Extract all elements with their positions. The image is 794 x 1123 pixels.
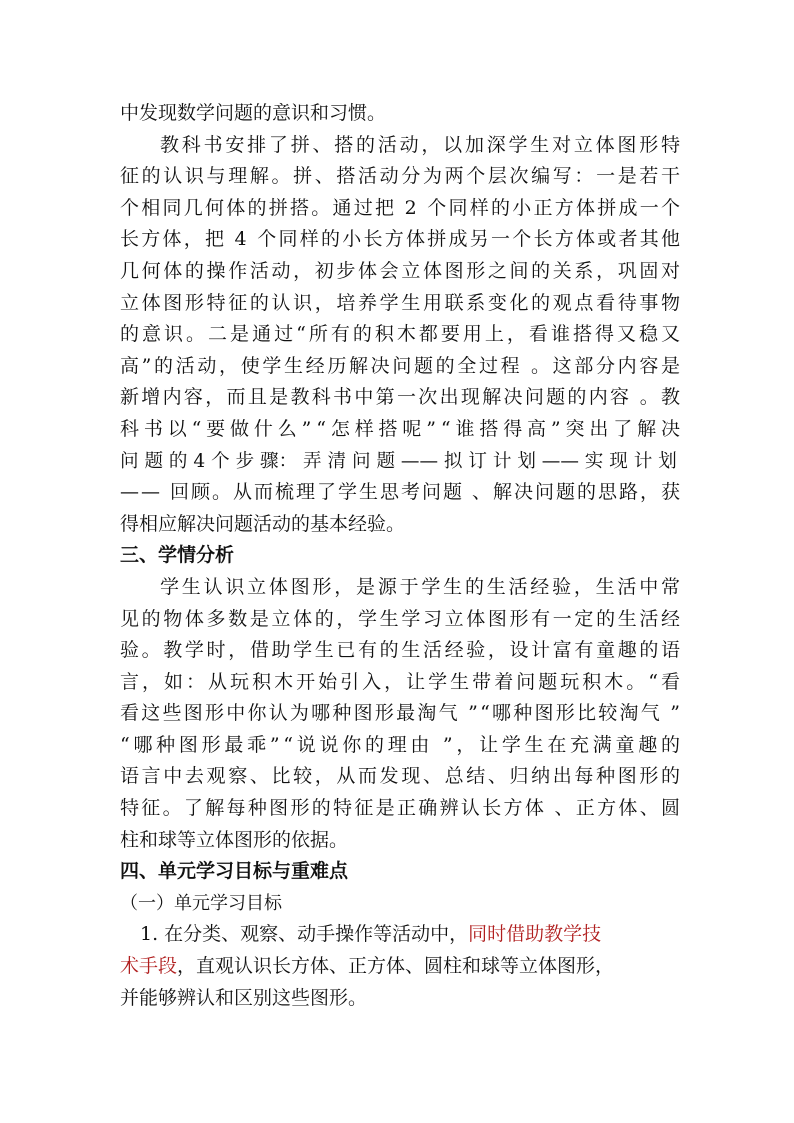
text-segment: 中发现数学问题的意识和习惯。 [120,102,387,124]
text-segment: 问 题 的 4 个 步 骤： 弄 清 问 题 —— 拟 订 计 划 —— 实 现 计 划 [120,450,677,472]
paragraph-line [120,730,684,762]
text-segment: 验。教学时，借助学生已有的生活经验，设计富有童趣的语 [120,639,683,662]
document-body [120,98,685,1014]
paragraph-line [120,414,685,446]
text-segment: 特征。了解每种图形的特征是正确辨认长方体 、正方体、圆 [120,797,683,820]
text-segment: 征的认识与理解。拼、搭活动分为两个层次编写：一是若干 [120,165,683,188]
goal-item-1 [120,919,680,1014]
paragraph-line [120,825,680,857]
paragraph-line [120,224,683,256]
text-segment: ，直观认识长方体、正方体、圆柱和球等立体图形， [177,955,615,978]
text-segment: 的意识。二是通过“所有的积木都要用上，看谁搭得又稳又 [120,323,684,346]
paragraph-line [120,319,684,351]
subsection-heading: （一）单元学习目标 [120,892,282,914]
text-segment: 长方体，把 4 个同样的小长方体拼成另一个长方体或者其他 [120,228,683,251]
section-heading: 四、单元学习目标与重难点 [120,860,349,883]
text-segment: 个相同几何体的拼搭。通过把 2 个同样的小正方体拼成一个 [120,196,683,219]
paragraph-line [120,604,683,636]
paragraph-line [120,193,683,225]
paragraph-line [120,698,683,730]
text-segment: —— 回顾。从而梳理了学生思考问题 、解决问题的思路，获 [120,481,682,504]
highlighted-text: 术手段 [120,955,178,978]
section-heading: 三、学情分析 [120,544,235,567]
paragraph-line [120,477,680,509]
text-segment: 语言中去观察、比较，从而发现、总结、归纳出每种图形的 [120,765,683,788]
paragraph-line [120,951,680,983]
text-segment: 立体图形特征的认识，培养学生用联系变化的观点看待事物 [120,291,683,314]
text-segment: 新增内容，而且是教科书中第一次出现解决问题的内容 。教 [120,386,683,409]
text-segment: 见的物体多数是立体的，学生学习立体图形有一定的生活经 [120,607,683,630]
highlighted-text: 同时借助教学技 [468,923,602,946]
text-segment: “哪种图形最乖”“说说你的理由 ”，让学生在充满童趣的 [120,733,684,756]
paragraph-line [120,572,683,604]
paragraph-line [120,382,683,414]
paragraph-line [120,919,680,951]
paragraph-line [120,351,683,383]
text-segment: 并能够辨认和区别这些图形。 [120,986,368,1009]
text-segment: 几何体的操作活动，初步体会立体图形之间的关系，巩固对 [120,259,683,282]
text-segment: 言，如：从玩积木开始引入，让学生带着问题玩积木。“看 [120,670,684,693]
paragraph-line [120,130,683,162]
text-segment: 1. 在分类、观察、动手操作等活动中， [140,923,469,946]
paragraph-line [120,446,680,478]
paragraph-textbook [120,130,685,541]
paragraph-line [120,509,680,541]
text-segment: 柱和球等立体图形的依据。 [120,828,349,851]
text-segment: 得相应解决问题活动的基本经验。 [120,512,406,535]
paragraph-line [120,635,683,667]
text-segment: 学生认识立体图形，是源于学生的生活经验，生活中常 [160,575,683,598]
paragraph-line [120,161,683,193]
text-segment: 科书以“要做什么”“怎样搭呢”“谁搭得高”突出了解决 [120,417,685,440]
paragraph-line [120,793,683,825]
paragraph-line [120,288,683,320]
paragraph-line [120,256,683,288]
paragraph-learner-analysis [120,572,684,856]
paragraph-line [120,761,683,793]
text-segment: 看这些图形中你认为哪种图形最淘气 ”“哪种图形比较淘气 ” [120,702,683,725]
paragraph-line [120,667,684,699]
paragraph-line [120,98,680,130]
text-segment: 教科书安排了拼、搭的活动，以加深学生对立体图形特 [160,133,683,156]
paragraph-line [120,983,680,1015]
text-segment: 高”的活动，使学生经历解决问题的全过程 。这部分内容是 [120,354,683,377]
